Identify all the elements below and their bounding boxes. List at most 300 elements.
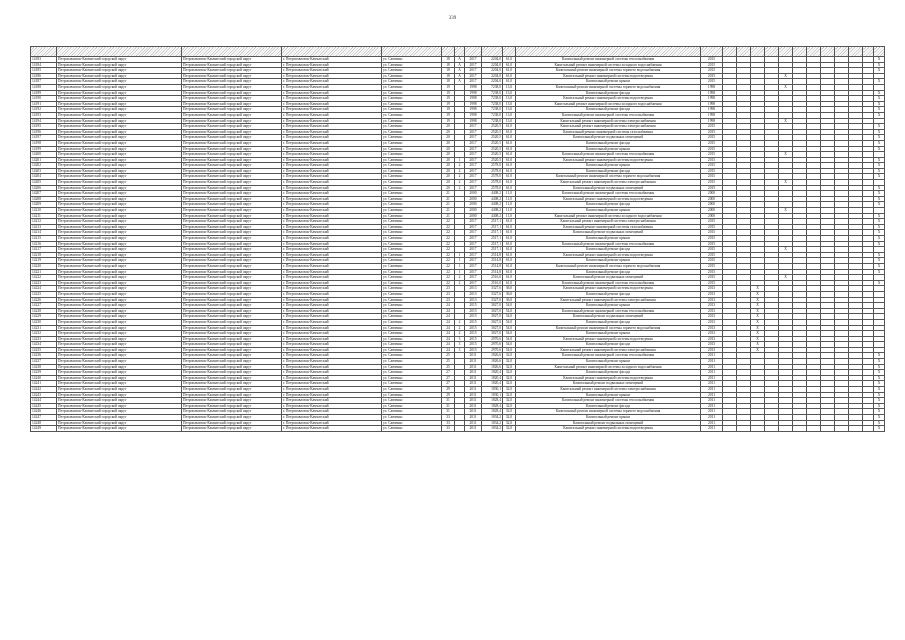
table-cell: г. Петропавловск-Камчатский — [282, 426, 382, 432]
table-cell: Капитальный ремонт инженерной системы теплоснабжения — [516, 191, 701, 197]
table-cell: ул. Савченко — [382, 359, 442, 365]
table-cell: Петропавловск-Камчатский городской округ — [57, 291, 182, 297]
table-cell: Петропавловск-Камчатский городской округ — [57, 280, 182, 286]
table-cell: 54,0 — [503, 325, 516, 331]
table-cell: ул. Савченко — [382, 364, 442, 370]
table-cell: 61,0 — [503, 168, 516, 174]
table-cell: X — [874, 364, 885, 370]
table-cell: г. Петропавловск-Камчатский — [282, 325, 382, 331]
table-cell: 2017 — [465, 258, 482, 264]
table-cell: Капитальный ремонт инженерной системы водоотведения — [516, 375, 701, 381]
table-cell: Петропавловск-Камчатский городской округ — [57, 420, 182, 426]
table-cell: 61,0 — [503, 185, 516, 191]
table-cell: 2204,0 — [482, 68, 503, 74]
table-cell: г. Петропавловск-Камчатский — [282, 101, 382, 107]
table-cell: 21 — [442, 196, 455, 202]
table-cell: ул. Савченко — [382, 135, 442, 141]
table-cell: X — [779, 208, 793, 214]
table-cell: Капитальный ремонт подвальных помещений — [516, 185, 701, 191]
table-cell: г. Петропавловск-Камчатский — [282, 353, 382, 359]
table-cell: 61,0 — [503, 73, 516, 79]
table-cell: Капитальный ремонт инженерной системы горячего водоснабжения — [516, 84, 701, 90]
table-cell: 1998 — [701, 101, 723, 107]
table-cell: 2013 — [701, 314, 723, 320]
table-cell: 3027,0 — [482, 303, 503, 309]
table-cell: 1998 — [465, 101, 482, 107]
table-cell: 7238,0 — [482, 101, 503, 107]
table-cell: ул. Савченко — [382, 202, 442, 208]
table-cell: Капитальный ремонт инженерной системы теплоснабжения — [516, 57, 701, 63]
table-cell: 2 — [455, 163, 465, 169]
table-cell: Петропавловск-Камчатский городской округ — [57, 426, 182, 432]
table-cell: 2017 — [465, 269, 482, 275]
table-cell: 14204 — [31, 174, 57, 180]
table-cell: 3 — [455, 347, 465, 353]
table-cell: 54,0 — [503, 308, 516, 314]
table-cell: 2516,0 — [482, 280, 503, 286]
table-cell: ул. Савченко — [382, 263, 442, 269]
table-cell: 2017 — [465, 252, 482, 258]
header-cell — [751, 47, 765, 57]
table-cell: 22 — [442, 263, 455, 269]
table-cell: 32,0 — [503, 426, 516, 432]
table-cell: Петропавловск-Камчатский городской округ — [182, 185, 282, 191]
table-cell: 2015 — [701, 174, 723, 180]
table-cell: 2015 — [465, 342, 482, 348]
table-cell: X — [779, 247, 793, 253]
table-cell: 2514,8 — [482, 263, 503, 269]
table-cell: г. Петропавловск-Камчатский — [282, 252, 382, 258]
table-cell: Капитальный ремонт подвальных помещений — [516, 275, 701, 281]
table-cell: 14215 — [31, 236, 57, 242]
table-cell: 2017 — [465, 280, 482, 286]
table-cell: 2011 — [465, 381, 482, 387]
table-cell: 23 — [442, 297, 455, 303]
table-cell — [821, 426, 835, 432]
table-cell: г. Петропавловск-Камчатский — [282, 129, 382, 135]
table-cell: 14226 — [31, 297, 57, 303]
table-cell: 22 — [442, 269, 455, 275]
table-cell: 2011 — [701, 359, 723, 365]
header-cell — [779, 47, 793, 57]
table-cell: ул. Савченко — [382, 247, 442, 253]
table-cell: 20 — [442, 185, 455, 191]
table-cell: 24 — [442, 314, 455, 320]
table-cell: Петропавловск-Камчатский городской округ — [182, 370, 282, 376]
table-cell: 2013 — [701, 303, 723, 309]
table-cell: 1 — [455, 252, 465, 258]
table-cell: 2011 — [465, 375, 482, 381]
table-cell: Капитальный ремонт крыши — [516, 331, 701, 337]
table-cell: Петропавловск-Камчатский городской округ — [57, 191, 182, 197]
table-cell: г. Петропавловск-Камчатский — [282, 286, 382, 292]
table-cell: 24 — [442, 303, 455, 309]
table-cell: г. Петропавловск-Камчатский — [282, 208, 382, 214]
table-cell: 24 — [442, 331, 455, 337]
table-cell: X — [874, 174, 885, 180]
table-cell: 2517,1 — [482, 236, 503, 242]
table-cell: Капитальный ремонт фасада — [516, 247, 701, 253]
table-cell: X — [874, 57, 885, 63]
table-header-row — [31, 47, 885, 57]
table-cell: Петропавловск-Камчатский городской округ — [57, 152, 182, 158]
table-cell: 21 — [442, 208, 455, 214]
table-cell: Петропавловск-Камчатский городской округ — [57, 314, 182, 320]
table-cell: Капитальный ремонт фасада — [516, 370, 701, 376]
table-cell: 2011 — [701, 387, 723, 393]
table-cell: X — [874, 409, 885, 415]
table-cell: 2 — [455, 275, 465, 281]
table-cell: 2000 — [701, 213, 723, 219]
table-cell: г. Петропавловск-Камчатский — [282, 319, 382, 325]
table-cell: Петропавловск-Камчатский городской округ — [182, 224, 282, 230]
table-cell: г. Петропавловск-Камчатский — [282, 314, 382, 320]
table-cell: 2011 — [701, 353, 723, 359]
table-cell: X — [751, 286, 765, 292]
table-cell: X — [874, 146, 885, 152]
table-cell: X — [874, 370, 885, 376]
table-cell: 14196 — [31, 129, 57, 135]
table-cell: 4408,2 — [482, 196, 503, 202]
table-cell: 14206 — [31, 185, 57, 191]
table-cell: г. Петропавловск-Камчатский — [282, 420, 382, 426]
table-cell: ул. Савченко — [382, 213, 442, 219]
table-cell: Капитальный ремонт инженерной системы горячего водоснабжения — [516, 174, 701, 180]
table-cell: 2517,1 — [482, 247, 503, 253]
table-cell: А — [455, 62, 465, 68]
table-cell: Петропавловск-Камчатский городской округ — [182, 118, 282, 124]
table-cell: 2015 — [701, 168, 723, 174]
table-cell: 23 — [442, 286, 455, 292]
page-number: 339 — [448, 16, 457, 21]
table-cell: 14238 — [31, 364, 57, 370]
table-cell: ул. Савченко — [382, 185, 442, 191]
table-cell: Петропавловск-Камчатский городской округ — [57, 124, 182, 130]
table-cell: Капитальный ремонт инженерной системы электроснабжения — [516, 219, 701, 225]
table-cell: 18 — [442, 57, 455, 63]
table-cell: Капитальный ремонт фасада — [516, 140, 701, 146]
table-cell: X — [874, 90, 885, 96]
table-cell: 2015 — [701, 73, 723, 79]
table-cell: Петропавловск-Камчатский городской округ — [182, 191, 282, 197]
table-cell: Петропавловск-Камчатский городской округ — [182, 208, 282, 214]
table-cell: ул. Савченко — [382, 157, 442, 163]
table-cell: Петропавловск-Камчатский городской округ — [57, 90, 182, 96]
table-cell — [835, 426, 849, 432]
table-cell: 13,0 — [503, 96, 516, 102]
table-cell: 29 — [442, 392, 455, 398]
table-cell: Петропавловск-Камчатский городской округ — [182, 303, 282, 309]
table-cell: г. Петропавловск-Камчатский — [282, 79, 382, 85]
table-cell: ул. Савченко — [382, 392, 442, 398]
table-cell: 1998 — [465, 84, 482, 90]
repair-program-table — [30, 46, 885, 432]
table-cell — [863, 426, 874, 432]
table-cell: X — [874, 157, 885, 163]
table-cell: Петропавловск-Камчатский городской округ — [57, 73, 182, 79]
table-cell: 14212 — [31, 219, 57, 225]
table-cell: Петропавловск-Камчатский городской округ — [57, 180, 182, 186]
table-cell: 32,0 — [503, 409, 516, 415]
table-cell: ул. Савченко — [382, 353, 442, 359]
table-cell: Капитальный ремонт инженерной системы электроснабжения — [516, 387, 701, 393]
table-cell: 32,0 — [503, 420, 516, 426]
table-cell: 11,0 — [503, 202, 516, 208]
table-cell: 24 — [442, 319, 455, 325]
table-cell — [793, 426, 807, 432]
table-cell: 2015 — [701, 57, 723, 63]
table-cell: 2011 — [465, 364, 482, 370]
table-cell: 2015 — [701, 247, 723, 253]
table-cell: Капитальный ремонт инженерной системы теплоснабжения — [516, 308, 701, 314]
table-cell: 2017 — [465, 163, 482, 169]
table-cell: ул. Савченко — [382, 336, 442, 342]
table-cell: 2011 — [465, 420, 482, 426]
table-cell: Петропавловск-Камчатский городской округ — [182, 236, 282, 242]
table-cell: ул. Савченко — [382, 303, 442, 309]
table-cell: г. Петропавловск-Камчатский — [282, 180, 382, 186]
table-cell: X — [874, 280, 885, 286]
table-cell: 20 — [442, 140, 455, 146]
table-cell: 2015 — [465, 325, 482, 331]
table-cell: 61,0 — [503, 263, 516, 269]
table-cell: X — [751, 342, 765, 348]
table-cell: 2011 — [701, 420, 723, 426]
table-cell: X — [779, 275, 793, 281]
table-cell: ул. Савченко — [382, 398, 442, 404]
table-cell: Петропавловск-Камчатский городской округ — [57, 364, 182, 370]
table-cell: Петропавловск-Камчатский городской округ — [182, 68, 282, 74]
table-body — [31, 57, 885, 432]
table-cell: 14210 — [31, 208, 57, 214]
table-cell: Петропавловск-Камчатский городской округ — [57, 135, 182, 141]
table-cell: Петропавловск-Камчатский городской округ — [57, 370, 182, 376]
table-cell: X — [874, 101, 885, 107]
table-cell: 13,0 — [503, 90, 516, 96]
table-cell: 2015 — [701, 263, 723, 269]
table-cell: 4408,2 — [482, 191, 503, 197]
table-cell: 20 — [442, 174, 455, 180]
table-cell: Капитальный ремонт инженерной системы водоотведения — [516, 96, 701, 102]
table-cell: Петропавловск-Камчатский городской округ — [57, 247, 182, 253]
table-cell: Капитальный ремонт крыши — [516, 236, 701, 242]
table-cell: ул. Савченко — [382, 57, 442, 63]
table-cell: 2013 — [701, 325, 723, 331]
table-cell: 22 — [442, 219, 455, 225]
table-cell: ул. Савченко — [382, 224, 442, 230]
table-cell: Петропавловск-Камчатский городской округ — [182, 252, 282, 258]
table-cell: 61,0 — [503, 174, 516, 180]
table-cell: X — [874, 68, 885, 74]
table-cell: ул. Савченко — [382, 252, 442, 258]
table-cell: X — [874, 140, 885, 146]
table-cell: 19 — [442, 84, 455, 90]
table-cell: Петропавловск-Камчатский городской округ — [57, 403, 182, 409]
table-cell: Петропавловск-Камчатский городской округ — [182, 62, 282, 68]
table-cell: Петропавловск-Камчатский городской округ — [57, 241, 182, 247]
table-cell: 2017 — [465, 124, 482, 130]
table-cell: X — [779, 84, 793, 90]
table-cell: 54,0 — [503, 347, 516, 353]
table-cell: 14242 — [31, 387, 57, 393]
table-cell: 14247 — [31, 415, 57, 421]
table-cell: 25 — [442, 364, 455, 370]
table-cell: ул. Савченко — [382, 426, 442, 432]
table-cell: Петропавловск-Камчатский городской округ — [57, 140, 182, 146]
table-cell: 61,0 — [503, 219, 516, 225]
header-cell — [701, 47, 723, 57]
table-cell: 32,0 — [503, 359, 516, 365]
table-cell: Капитальный ремонт подвальных помещений — [516, 314, 701, 320]
table-cell: г. Петропавловск-Камчатский — [282, 375, 382, 381]
table-cell: 2015 — [701, 275, 723, 281]
table-cell: 54,0 — [503, 319, 516, 325]
table-cell: 1998 — [701, 112, 723, 118]
table-cell: 32,0 — [503, 415, 516, 421]
table-cell: Петропавловск-Камчатский городской округ — [57, 415, 182, 421]
table-cell: г. Петропавловск-Камчатский — [282, 62, 382, 68]
table-cell: Петропавловск-Камчатский городской округ — [182, 325, 282, 331]
table-cell: 14232 — [31, 331, 57, 337]
table-cell: 33 — [442, 420, 455, 426]
table-cell: 1998 — [701, 107, 723, 113]
table-cell: ул. Савченко — [382, 79, 442, 85]
table-cell: Петропавловск-Камчатский городской округ — [182, 202, 282, 208]
table-cell: 54,0 — [503, 342, 516, 348]
table-cell: 14240 — [31, 375, 57, 381]
table-cell: X — [874, 241, 885, 247]
table-cell: 2578,0 — [482, 163, 503, 169]
table-cell: 14184 — [31, 62, 57, 68]
table-cell: 2017 — [465, 263, 482, 269]
table-cell: X — [874, 79, 885, 85]
table-cell: 2017 — [465, 236, 482, 242]
table-cell — [737, 426, 751, 432]
table-cell: Петропавловск-Камчатский городской округ — [57, 146, 182, 152]
table-cell: 14191 — [31, 101, 57, 107]
table-cell: X — [874, 258, 885, 264]
table-cell: Петропавловск-Камчатский городской округ — [57, 263, 182, 269]
table-cell: 2204,0 — [482, 57, 503, 63]
table-cell: ул. Савченко — [382, 90, 442, 96]
table-cell: г. Петропавловск-Камчатский — [282, 90, 382, 96]
table-cell: 4408,2 — [482, 208, 503, 214]
table-cell: X — [874, 185, 885, 191]
table-cell: г. Петропавловск-Камчатский — [282, 73, 382, 79]
table-cell: Петропавловск-Камчатский городской округ — [182, 163, 282, 169]
table-cell: 36,0 — [503, 291, 516, 297]
table-cell: 7238,0 — [482, 118, 503, 124]
table-cell: г. Петропавловск-Камчатский — [282, 191, 382, 197]
table-cell: Капитальный ремонт крыши — [516, 146, 701, 152]
table-cell: 2017 — [465, 152, 482, 158]
table-cell: Петропавловск-Камчатский городской округ — [182, 269, 282, 275]
table-cell: ул. Савченко — [382, 325, 442, 331]
table-cell: 2013 — [465, 291, 482, 297]
table-cell: 61,0 — [503, 157, 516, 163]
table-cell: 2015 — [701, 146, 723, 152]
table-cell: г. Петропавловск-Камчатский — [282, 157, 382, 163]
table-cell: 2015 — [701, 152, 723, 158]
table-cell: 1998 — [465, 96, 482, 102]
table-cell: X — [874, 163, 885, 169]
table-cell: X — [874, 168, 885, 174]
table-cell: 22 — [442, 252, 455, 258]
table-cell: г. Петропавловск-Камчатский — [282, 280, 382, 286]
table-cell: 25 — [442, 359, 455, 365]
table-cell: 2013 — [701, 336, 723, 342]
table-cell: Капитальный ремонт инженерной системы теплоснабжения — [516, 280, 701, 286]
table-cell: 2520,5 — [482, 135, 503, 141]
table-cell: X — [874, 124, 885, 130]
header-cell — [503, 47, 516, 57]
table-cell: Петропавловск-Камчатский городской округ — [182, 381, 282, 387]
table-cell: X — [874, 230, 885, 236]
table-cell: Петропавловск-Камчатский городской округ — [57, 398, 182, 404]
table-cell: 2017 — [465, 219, 482, 225]
table-cell: 2000 — [465, 196, 482, 202]
table-cell: ул. Савченко — [382, 275, 442, 281]
table-cell: ул. Савченко — [382, 168, 442, 174]
table-cell: 2017 — [465, 73, 482, 79]
table-cell: 7238,0 — [482, 112, 503, 118]
table-cell: ул. Савченко — [382, 96, 442, 102]
table-cell: Петропавловск-Камчатский городской округ — [57, 275, 182, 281]
table-cell: 2011 — [465, 359, 482, 365]
table-cell: Капитальный ремонт инженерной системы теплоснабжения — [516, 112, 701, 118]
table-cell: 19 — [442, 107, 455, 113]
table-cell: 24 — [442, 336, 455, 342]
table-cell: Капитальный ремонт инженерной системы теплоснабжения — [516, 152, 701, 158]
table-cell: 2015 — [701, 219, 723, 225]
table-cell: 3027,0 — [482, 319, 503, 325]
table-cell: 7238,0 — [482, 107, 503, 113]
table-cell: ул. Савченко — [382, 236, 442, 242]
table-cell: 14228 — [31, 308, 57, 314]
table-cell: 54,0 — [503, 336, 516, 342]
table-cell: 14207 — [31, 191, 57, 197]
table-cell: 1 — [455, 263, 465, 269]
table-cell: г. Петропавловск-Камчатский — [282, 96, 382, 102]
table-cell: X — [751, 291, 765, 297]
table-cell: Петропавловск-Камчатский городской округ — [182, 101, 282, 107]
table-cell: 2 — [455, 325, 465, 331]
table-cell: Петропавловск-Камчатский городской округ — [57, 336, 182, 342]
table-cell: Капитальный ремонт инженерной системы горячего водоснабжения — [516, 68, 701, 74]
table-cell: 25 — [442, 353, 455, 359]
table-cell: г. Петропавловск-Камчатский — [282, 107, 382, 113]
table-cell: ул. Савченко — [382, 196, 442, 202]
table-cell: 61,0 — [503, 247, 516, 253]
table-cell: X — [751, 308, 765, 314]
table-cell: Петропавловск-Камчатский городской округ — [182, 107, 282, 113]
table-cell: Капитальный ремонт фасада — [516, 269, 701, 275]
table-cell: 14183 — [31, 57, 57, 63]
table-cell: А — [455, 57, 465, 63]
table-cell: X — [874, 135, 885, 141]
table-cell: 2520,5 — [482, 129, 503, 135]
table-cell: г. Петропавловск-Камчатский — [282, 135, 382, 141]
table-cell: 14216 — [31, 241, 57, 247]
table-cell: Петропавловск-Камчатский городской округ — [182, 129, 282, 135]
table-cell: 2520,5 — [482, 157, 503, 163]
table-cell: 2017 — [465, 129, 482, 135]
table-cell: 61,0 — [503, 241, 516, 247]
table-cell: 31 — [442, 403, 455, 409]
table-cell: 23 — [442, 291, 455, 297]
table-cell: 14209 — [31, 202, 57, 208]
table-cell: X — [874, 107, 885, 113]
